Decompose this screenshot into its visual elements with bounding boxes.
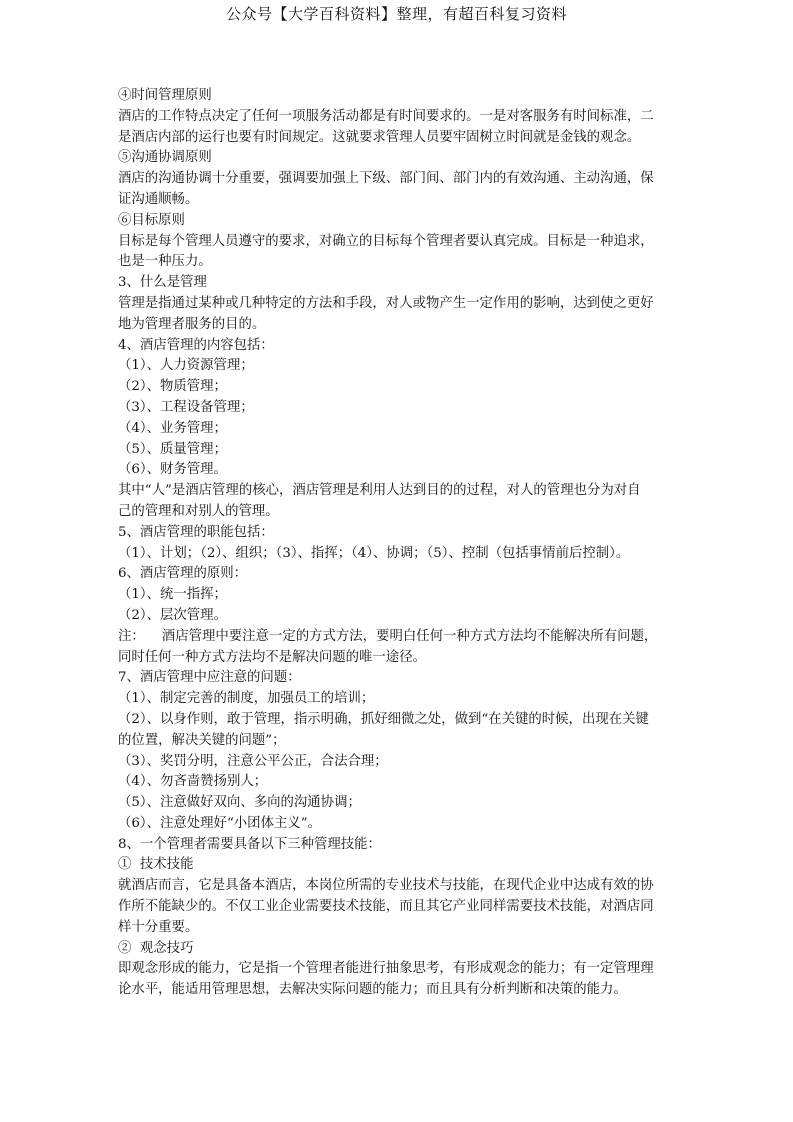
text-line: 己的管理和对别人的管理。 [118,503,279,519]
text-line: 样十分重要。 [118,919,199,935]
section-heading: 8、一个管理者需要具备以下三种管理技能： [118,836,381,852]
text-line: ④时间管理原则 [118,88,212,103]
list-item: （1）、人力资源管理； [118,358,254,374]
text-line: 目标是每个管理人员遵守的要求，对确立的目标每个管理者要认真完成。目标是一种追求， [118,233,654,249]
subheading: ② 观念技巧 [118,940,194,956]
list-item: （5）、质量管理； [118,441,227,457]
section-heading: 4、酒店管理的内容包括： [118,337,274,353]
text-line: 的位置，解决关键的问题”； [118,732,286,748]
text-line: 酒店的沟通协调十分重要，强调要加强上下级、部门间、部门内的有效沟通、主动沟通，保 [118,171,654,187]
text-line: 作所不能缺少的。不仅工业企业需要技术技能，而且其它产业同样需要技术技能，对酒店同 [118,899,654,915]
section-heading: 3、什么是管理 [118,275,207,291]
text-line: 酒店的工作特点决定了任何一项服务活动都是有时间要求的。一是对客服务有时间标准，二 [118,108,654,124]
list-item: （4）、业务管理； [118,420,227,436]
list-item: （6）、财务管理。 [118,462,227,478]
text-line: 管理是指通过某种或几种特定的方法和手段，对人或物产生一定作用的影响，达到使之更好 [118,295,654,311]
list-item: （6）、注意处理好“小团体主义”。 [118,815,321,831]
text-line: ⑤沟通协调原则 [118,150,212,166]
text-line: ⑥目标原则 [118,212,185,228]
note-line: 注： 酒店管理中要注意一定的方式方法，要明白任何一种方式方法均不能解决所有问题， [118,628,658,644]
page-header: 公众号【大学百科资料】整理，有超百科复习资料 [225,5,567,23]
list-item: （1）、计划；（2）、组织；（3）、指挥；（4）、协调；（5）、控制（包括事情前后控制）。 [118,545,630,561]
subheading: ① 技术技能 [118,857,194,873]
text-line: 是酒店内部的运行也要有时间规定。这就要求管理人员要牢固树立时间就是金钱的观念。 [118,129,641,145]
text-line: 地为管理者服务的目的。 [118,316,266,332]
section-heading: 5、酒店管理的职能包括： [118,524,274,540]
list-item: （3）、奖罚分明，注意公平公正，合法合理； [118,753,388,769]
text-line: 就酒店而言，它是具备本酒店，本岗位所需的专业技术与技能，在现代企业中达成有效的协 [118,878,654,894]
section-heading: 6、酒店管理的原则： [118,566,248,582]
list-item: （3）、工程设备管理； [118,399,254,415]
list-item: （5）、注意做好双向、多向的沟通协调； [118,795,361,811]
document-body [118,86,684,1001]
text-line: 论水平，能适用管理思想，去解决实际问题的能力；而且具有分析判断和决策的能力。 [118,982,627,998]
list-item: （2）、物质管理； [118,379,227,395]
text-line: 证沟通顺畅。 [118,191,199,207]
list-item: （2）、层次管理。 [118,607,227,623]
list-item: （2）、以身作则，敢于管理，指示明确，抓好细微之处，做到“在关键的时候，出现在关键 [118,711,649,727]
section-heading: 7、酒店管理中应注意的问题： [118,670,301,686]
list-item: （1）、统一指挥； [118,587,227,603]
text-line: 也是一种压力。 [118,254,212,270]
text-line: 即观念形成的能力，它是指一个管理者能进行抽象思考，有形成观念的能力；有一定管理理 [118,961,654,977]
text-line: 同时任何一种方式方法均不是解决问题的唯一途径。 [118,649,426,665]
list-item: （1）、制定完善的制度，加强员工的培训； [118,691,375,707]
list-item: （4）、勿吝啬赞扬别人； [118,774,268,790]
text-line: 其中“人”是酒店管理的核心，酒店管理是利用人达到目的的过程，对人的管理也分为对自 [118,483,641,499]
